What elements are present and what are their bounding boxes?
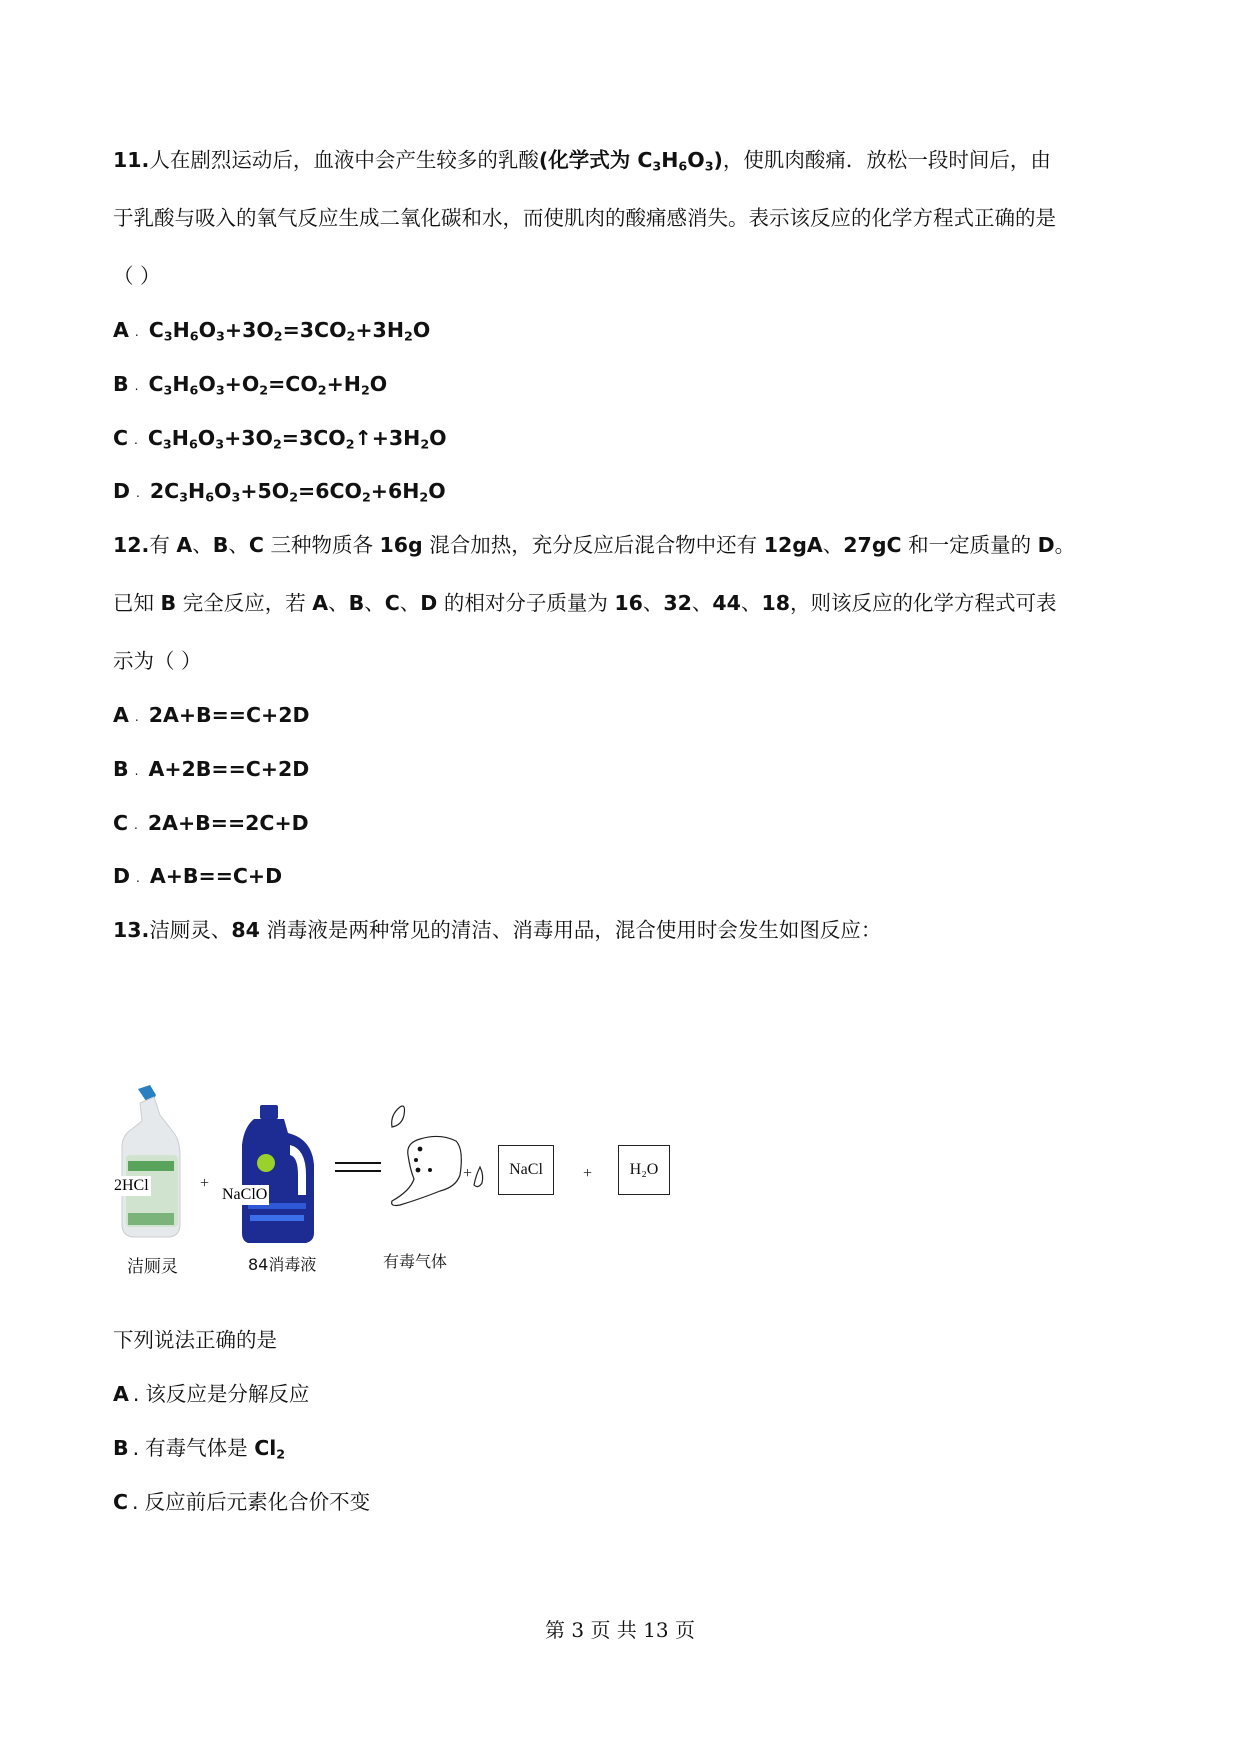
q11-option-d[interactable]: D . $2C_3H_6O_3+5O_2=6CO_2+6H_2O$ xyxy=(113,479,446,505)
q13-prompt: 下列说法正确的是 xyxy=(113,1328,277,1352)
reactant1-caption: 洁厕灵 xyxy=(127,1257,178,1277)
reactant2-formula: NaClO xyxy=(222,1186,268,1203)
product1-caption: 有毒气体 xyxy=(383,1252,448,1271)
option-text: 2A+B==C+2D xyxy=(148,703,310,727)
option-text: 2A+B==2C+D xyxy=(147,811,309,835)
q13-stem: 13.洁厕灵、84 消毒液是两种常见的清洁、消毒用品，混合使用时会发生如图反应： xyxy=(113,918,882,942)
q11-stem-line-1: 11.人在剧烈运动后，血液中会产生较多的乳酸(化学式为 $C_3H_6O_3$)，使肌肉酸痛．放松一段时间后，由 xyxy=(113,148,1051,174)
option-text: $C_3H_6O_3+3O_2=3CO_2↑+3H_2O$ xyxy=(147,426,447,452)
toxic-gas-cloud-icon xyxy=(380,1105,495,1215)
q11-stem-line-2: 于乳酸与吸入的氧气反应生成二氧化碳和水，而使肌肉的酸痛感消失。表示该反应的化学方程式正确的是 xyxy=(113,206,1056,230)
q12-option-a[interactable]: A . 2A+B==C+2D xyxy=(113,703,310,727)
q11-option-c[interactable]: C . $C_3H_6O_3+3O_2=3CO_2↑+3H_2O$ xyxy=(113,426,447,452)
q12-option-d[interactable]: D . A+B==C+D xyxy=(113,864,283,888)
q12-number: 12. xyxy=(113,533,150,557)
plus-sign-2: + xyxy=(463,1165,473,1182)
option-text: $C_3H_6O_3+O_2=CO_2+H_2O$ xyxy=(148,372,388,398)
page-footer: 第 3 页 共 13 页 xyxy=(545,1618,695,1642)
option-text: 反应前后元素化合价不变 xyxy=(144,1490,371,1514)
q12-answer-blank: 示为（ ） xyxy=(113,649,202,673)
plus-sign-3: + xyxy=(583,1165,593,1182)
q13-option-b[interactable]: B . 有毒气体是 $Cl_2$ xyxy=(113,1436,286,1462)
q12-stem-line-1: 12.有 A、B、C 三种物质各 16g 混合加热，充分反应后混合物中还有 12gA、27gC 和一定质量的 D。 xyxy=(113,533,1076,557)
q13-number: 13. xyxy=(113,918,150,942)
q12-option-c[interactable]: C . 2A+B==2C+D xyxy=(113,811,309,835)
equals-sign xyxy=(335,1162,381,1172)
option-text: A+2B==C+2D xyxy=(148,757,310,781)
q12-stem-line-2: 已知 B 完全反应，若 A、B、C、D 的相对分子质量为 16、32、44、18，则该反应的化学方程式可表 xyxy=(113,591,1057,615)
product-water-box: H₂O xyxy=(618,1145,670,1195)
option-text: $2C_3H_6O_3+5O_2=6CO_2+6H_2O$ xyxy=(149,479,446,505)
option-text: 该反应是分解反应 xyxy=(145,1382,310,1406)
product-nacl-box: NaCl xyxy=(498,1145,554,1195)
option-text: A+B==C+D xyxy=(149,864,283,888)
toilet-cleaner-bottle-icon xyxy=(120,1085,182,1240)
q11-number: 11. xyxy=(113,148,150,172)
q11-option-a[interactable]: A . $C_3H_6O_3+3O_2=3CO_2+3H_2O$ xyxy=(113,318,431,344)
option-text: $C_3H_6O_3+3O_2=3CO_2+3H_2O$ xyxy=(148,318,431,344)
q13-option-c[interactable]: C . 反应前后元素化合价不变 xyxy=(113,1490,371,1514)
q11-option-b[interactable]: B . $C_3H_6O_3+O_2=CO_2+H_2O$ xyxy=(113,372,388,398)
disinfectant-bottle-icon xyxy=(240,1105,320,1245)
q12-option-b[interactable]: B . A+2B==C+2D xyxy=(113,757,310,781)
reactant1-formula: 2HCl xyxy=(114,1177,149,1194)
reactant2-caption: 84消毒液 xyxy=(248,1255,317,1274)
lactic-acid-formula: $C_3H_6O_3$ xyxy=(637,148,714,174)
q13-option-a[interactable]: A . 该反应是分解反应 xyxy=(113,1382,310,1406)
plus-sign-1: + xyxy=(200,1175,210,1192)
q11-answer-blank: （ ） xyxy=(113,264,161,288)
option-text: 有毒气体是 $Cl_2$ xyxy=(145,1436,286,1462)
reaction-figure xyxy=(110,1085,690,1295)
